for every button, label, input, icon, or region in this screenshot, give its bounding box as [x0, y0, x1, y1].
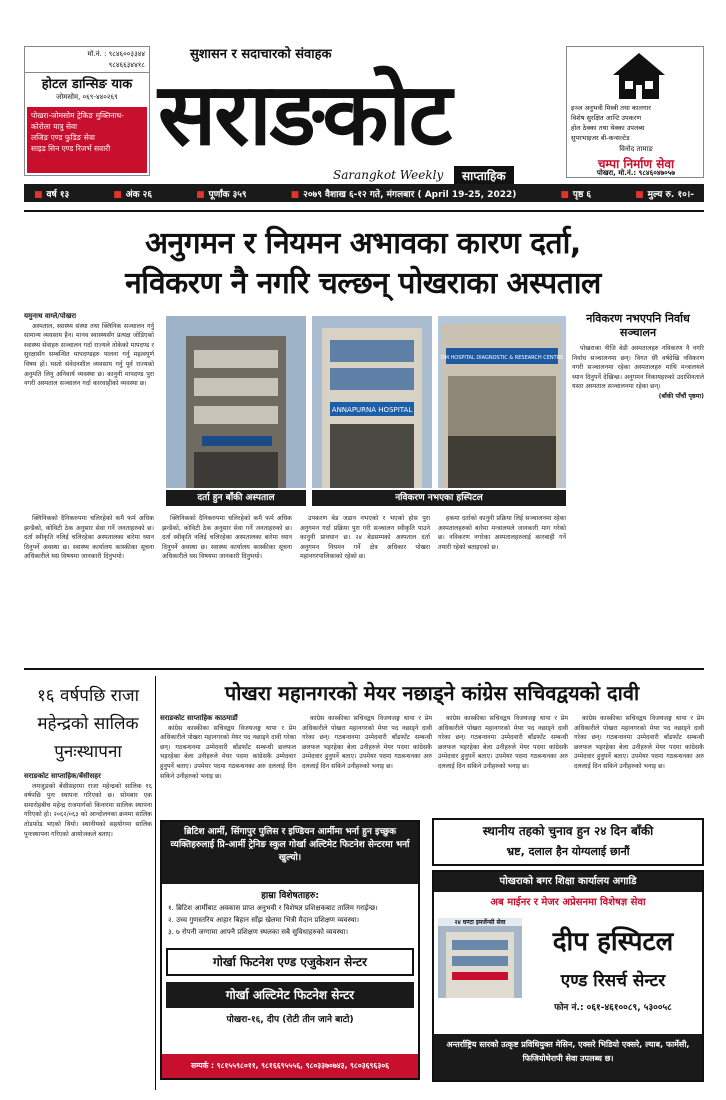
mayor-body-3: कांग्रेस कास्कीका सचिवद्वय विजयजङ्ग थापा र प्रेम अधिकारीले पोखरा महानगरको मेयर पद नछाड्ने दावी गरेका छन्। गठबन्धनमा उम्मेदवारी बाँडफाँट सम्बन्धी छलफल भइरहेका बेला उनीहरुले मेयर पदमा कांग्रेसकै उम्मेदवार हुनुपर्ने बताए। उपमेयर पदमा गठबन्धनका अरु दललाई दिन सकिने उनीहरुको भनाइ छ।: [438, 715, 568, 770]
hotel-phone-1: मो.नं. : ९८४६००३३४४: [87, 50, 145, 58]
king-body: लमजुङको बेंसीसहरमा राजा महेन्द्रको सालिक १६ वर्षपछि पुनः स्थापना गरिएको छ। सोमबार एक समारोहबीच महेन्द्र राजमार्गको किनारमा सालिक स्थापना गरिएको हो। २०६२/०६३ को आन्दोलनका क्रममा सालिक तोडफोड भएको थियो। स्थानीयको सहयोगमा सालिक पुनःस्थापना गरिएको आयोजकले बताए।: [24, 782, 152, 838]
issue-number-text: अंक २६: [125, 189, 153, 200]
masthead-weekly: साप्ताहिक: [454, 166, 514, 185]
hotel-services: [27, 107, 147, 173]
hospital-name: दीप हस्पिटल: [552, 927, 674, 957]
hospital-ad: [432, 870, 704, 1082]
hotel-phones: [25, 47, 149, 73]
hospital-hours: २४ घण्टा इमर्जेन्सी सेवा: [438, 918, 522, 926]
lead-headline-line2: नविकरण नै नगरि चल्छन् पोखराका अस्पताल: [125, 266, 601, 301]
hotel-ad: [24, 46, 150, 176]
lead-column-4: [438, 514, 566, 664]
mayor-byline: सराङकोट साप्ताहिक काठमाडौं: [160, 714, 238, 722]
construction-features: [571, 103, 701, 143]
gym-ad-title: ब्रिटिश आर्मी, सिंगापुर पुलिस र इण्डियन आर्मीमा भर्ना हुन इच्छुक व्यक्तिहरुलाई प्रि-आर्मी ट्रेनिङ स्कुल गोर्खा अल्टिमेट फिटनेश सेन्टरमा भर्ना खुल्यो।: [162, 822, 418, 884]
divider: [155, 676, 156, 1090]
divider: [24, 668, 704, 670]
continued-note: (बाँकी पाँचौं पृष्ठमा): [658, 392, 704, 400]
lead-column-side: [572, 344, 704, 664]
construction-feature: विशेष सुरक्षित आन्टि उपकरण: [571, 114, 642, 122]
hospital-footer: अन्तर्राष्ट्रिय स्तरको उत्कृष्ट प्रविधियुक्त मेसिन, एक्सरे भिडियो एक्सरे, ल्याब, फार्मेसी, फिजियोथेरापी सेवा उपलब्ध छ।: [434, 1034, 702, 1080]
lead-headline-line1: अनुगमन र नियमन अभावका कारण दर्ता,: [145, 226, 581, 261]
king-byline: सराङकोट साप्ताहिक/बेंसीसहर: [24, 772, 101, 780]
masthead: [158, 60, 568, 190]
hospital-photo-2: [312, 316, 432, 488]
gym-features-title: हाम्रा विशेषताहरु:: [261, 891, 319, 901]
construction-feature: होल ठेक्का तथा थेक्का उपलब्ध: [571, 124, 645, 132]
building-photo-2: [312, 316, 432, 488]
mayor-body: कांग्रेस कास्कीका सचिवद्वय विजयजङ्ग थापा र प्रेम अधिकारीले पोखरा महानगरको मेयर पद नछाड्ने दावी गरेका छन्। गठबन्धनमा उम्मेदवारी बाँडफाँट सम्बन्धी छलफल भइरहेका बेला उनीहरुले मेयर पदमा कांग्रेसकै उम्मेदवार हुनुपर्ने बताए। उपमेयर पदमा गठबन्धनका अरु दललाई दिन सकिने उनीहरुको भनाइ छ।: [160, 724, 296, 780]
gym-features: [168, 902, 412, 938]
construction-phone: पोखरा, मो.नं.: ९८४६०४७०५७: [596, 169, 676, 177]
mayor-column-4: [574, 714, 704, 814]
issue-info-bar: [24, 184, 704, 202]
hotel-address: जोमसोम, ०६९-४४०२६९: [56, 93, 118, 101]
gym-feature-item: २. उच्च गुणस्तरिय आहार बिहान साँझ खेलमा भित्री मैदान प्रशिक्षण व्यवस्था।: [168, 916, 360, 924]
issue-page: ■ पृष्ठ ६: [560, 189, 592, 200]
mayor-column-3: [438, 714, 568, 814]
photo-sign-text: OM HOSPITAL DIAGNOSTIC & RESEARCH CENTRE: [440, 355, 564, 361]
hotel-service-item: पोखरा-जोमसोम ट्रेकिङ मुक्तिनाथ-कोरोला यात्रु सेवा: [31, 111, 124, 131]
construction-name: चम्पा निर्माण सेवा: [597, 157, 675, 171]
lead-body-3: उपकरण बेड जडान नभएको र भएको होस पुरा अनुगमन गर्दा प्रक्रिया पुरा गरी सञ्चालन स्वीकृति पाउने कानुनी प्रावधान छ। २४ बेडसम्मको अस्पताल दर्ता अनुगमन नियमन गर्ने क्षेत्र अधिकार पोखरा महानगरपालिकाको रहेको छ।: [300, 515, 430, 561]
hospital-ad-top: पोखराको बगर शिक्षा कार्यालय अगाडि: [434, 872, 702, 892]
masthead-title: सराङकोट: [158, 64, 451, 165]
gym-name-2: गोर्खा अल्टिमेट फिटनेश सेन्टर: [166, 982, 414, 1008]
issue-total: ■ पूर्णांक ३५९: [196, 189, 247, 200]
photo-sign-text: ANNAPURNA HOSPITAL: [331, 406, 413, 414]
election-box: [432, 818, 704, 866]
lead-headline: [40, 224, 686, 304]
lead-column-1: [24, 312, 154, 512]
hospital-photo-1: [166, 316, 306, 488]
issue-price-text: मुल्य रु. १०।-: [647, 189, 694, 200]
mayor-body-4: कांग्रेस कास्कीका सचिवद्वय विजयजङ्ग थापा र प्रेम अधिकारीले पोखरा महानगरको मेयर पद नछाड्ने दावी गरेका छन्। गठबन्धनमा उम्मेदवारी बाँडफाँट सम्बन्धी छलफल भइरहेका बेला उनीहरुले मेयर पदमा कांग्रेसकै उम्मेदवार हुनुपर्ने बताए। उपमेयर पदमा गठबन्धनका अरु दललाई दिन सकिने उनीहरुको भनाइ छ।: [574, 715, 704, 770]
lead-column-3: [300, 514, 430, 664]
gym-feature-item: ३. ७ रोपनी जग्गामा आफ्नै प्रशिक्षण स्थलका सबै सुविधाहरुको व्यवस्था।: [168, 928, 348, 936]
issue-date: ■ २०७९ वैशाख ६-१२ गते, मंगलबार ( April 19-25, 2022): [290, 189, 517, 200]
gym-phones: सम्पर्क : ९८१५५९८०११, ९८१६६९५५५६, ९८०३३७०७४३, ९८०३६९६३०६: [162, 1054, 418, 1078]
mayor-column-2: [302, 714, 432, 814]
election-line-1: स्थानीय तहको चुनाव हुन २४ दिन बाँकी: [482, 824, 654, 838]
mayor-column-1: [160, 714, 296, 814]
gym-address: पोखरा-१६, दीप (रोटी तीन जाने बाटो): [226, 1015, 354, 1025]
issue-year: ■ वर्ष १३: [34, 189, 70, 200]
hospital-ad-subtop: अब माईनर र मेजर अप्रेसनमा विशेषज्ञ सेवा: [490, 897, 646, 908]
gym-ad: [160, 820, 420, 1080]
king-headline: १६ वर्षपछि राजा महेन्द्रको सालिक पुनःस्थापना: [36, 686, 140, 762]
issue-page-text: पृष्ठ ६: [572, 189, 592, 200]
issue-price: ■ मुल्य रु. १०।-: [635, 189, 694, 200]
hospital-photo-3: [438, 316, 566, 488]
issue-year-text: वर्ष १३: [46, 189, 70, 200]
hospital-subname: एण्ड रिसर्च सेन्टर: [560, 971, 666, 991]
construction-ad: [566, 46, 704, 178]
gym-feature-item: १. ब्रिटिश आर्मीबाट अवकास प्राप्त अनुभवी र विशेषज्ञ प्रशिक्षकबाट तालिम गराईन्छ।: [168, 904, 378, 912]
mayor-headline: पोखरा महानगरको मेयर नछाड्ने कांग्रेस सचिवद्वयको दावी: [224, 681, 640, 705]
house-icon: [611, 51, 667, 101]
construction-feature: इञ्ज अनुभवी मिस्त्री तथा कालगार: [571, 104, 651, 112]
lead-byline: यमुनाथ वाग्ले/पोखरा: [24, 312, 77, 320]
hospital-phone: फोन नं.: ०६१-४६१००८९, ५३००५८: [554, 1003, 672, 1013]
hotel-phone-2: ९८४६६३४४१८: [108, 61, 145, 69]
hotel-service-item: लजिङ एण्ड फुडिङ सेवा: [31, 133, 95, 142]
photo-caption-1: दर्ता हुन बाँकी अस्पताल: [166, 490, 306, 506]
hospital-building-photo: [438, 918, 522, 998]
election-line-2: भ्रष्ट, दलाल हैन योग्यलाई छानौं: [506, 845, 630, 858]
construction-feature: सुपरभाइजर बी-कन्सल्टेड: [571, 134, 630, 142]
lead-body-5: पोखराका नीजि बेडी अस्पतालहरु नविकरण नै नगरि निर्वाध सञ्चालनमा छन्। विगत धेरै वर्षदेखि नविकरण नगरी सञ्चालनमा रहेका अस्पतालहरु माथि मन्त्रालयले ध्यान दिनुपर्ने देखिन्छ। अनुगमन निकायहरुको उदासिनताले यस्ता अस्पताल सञ्चालनमा रहेका छन्।: [572, 345, 704, 391]
lead-body-1: अस्पताल, स्वास्थ्य संस्था तथा क्लिनिक सञ्चालन गर्नु सामान्य व्यवसाय हैन। मानव स्वास्थ्यसँग प्रत्यक्ष जोडिएको स्वास्थ्य सेवाहरु सञ्चालन गर्दा राज्यले तोकेको मापदण्ड र सुरक्षासँग सम्बन्धित मापदण्डहरु पालना गर्नु महत्वपूर्ण विषय हो। यस्तो संवेदनशील व्यवसाय गर्नु पूर्व राज्यको अनुमति लिनु अनिवार्य व्यवस्था छ। कानुनी मापदण्ड पुरा नगरी अस्पताल सञ्चालन गर्दा कारवाहीको व्यवस्था छ।: [24, 322, 154, 388]
issue-date-text: २०७९ वैशाख ६-१२ गते, मंगलबार ( April 19-25, 2022): [303, 189, 517, 200]
construction-owner: विनोद तामाङ: [619, 145, 653, 153]
lead-body-2b: क्लिनिकको दैनिकरुपमा चलिरहेको कमै फर्म अधिक झन्डैको, कोविटी ठेक अनुसार सेवा गर्ने जनताहरुको छ। दर्ता स्वीकृति नलिई चलिरहेका अस्पतालका बारेमा ध्यान दिनुपर्ने अवस्था छ। स्वास्थ्य कार्यालय कास्कीका सूचना अधिकारीले यस विषयमा जानकारी दिनुभयो।: [162, 515, 292, 561]
mayor-body-2: कांग्रेस कास्कीका सचिवद्वय विजयजङ्ग थापा र प्रेम अधिकारीले पोखरा महानगरको मेयर पद नछाड्ने दावी गरेका छन्। गठबन्धनमा उम्मेदवारी बाँडफाँट सम्बन्धी छलफल भइरहेका बेला उनीहरुले मेयर पदमा कांग्रेसकै उम्मेदवार हुनुपर्ने बताए। उपमेयर पदमा गठबन्धनका अरु दललाई दिन सकिने उनीहरुको भनाइ छ।: [302, 715, 432, 770]
lead-body-4: हकमा दर्ताको कानुनी प्रक्रिया लिई सञ्चालनमा रहेका अस्पतालहरुको बारेमा मन्त्रालयले जानकारी माग गरेको छ। नविकरण नगरेका अस्पतालहरुलाई कारबाही गर्ने तयारी रहेको बताइएको छ।: [438, 515, 566, 551]
building-photo-3: [438, 316, 566, 488]
lead-column-1b: [24, 514, 154, 664]
masthead-tagline: सुशासन र सदाचारको संवाहक: [190, 47, 332, 62]
photo-caption-2: नविकरण नभएका हस्पिटल: [312, 490, 566, 506]
issue-number: ■ अंक २६: [113, 189, 153, 200]
divider: [24, 210, 704, 212]
side-headline: नविकरण नभएपनि निर्वाध सञ्चालन: [586, 312, 690, 339]
masthead-english: Sarangkot Weekly: [333, 168, 444, 182]
hotel-title: होटल डान्सिङ याक: [41, 77, 133, 92]
hotel-service-item: साइड सिन एण्ड रिजर्भ सवारी: [31, 144, 111, 153]
building-photo-1: [166, 316, 306, 488]
gym-name-1: गोर्खा फिटनेश एण्ड एजुकेशन सेन्टर: [166, 948, 414, 976]
lead-body-2: क्लिनिकको दैनिकरुपमा चलिरहेको कमै फर्म अधिक झन्डैको, कोविटी ठेक अनुसार सेवा गर्ने जनताहरुको छ। दर्ता स्वीकृति नलिई चलिरहेका अस्पतालका बारेमा ध्यान दिनुपर्ने अवस्था छ। स्वास्थ्य कार्यालय कास्कीका सूचना अधिकारीले यस विषयमा जानकारी दिनुभयो।: [24, 515, 154, 561]
issue-total-text: पूर्णांक ३५९: [208, 189, 247, 200]
lead-column-2: [162, 514, 292, 664]
king-column: [24, 772, 152, 1090]
